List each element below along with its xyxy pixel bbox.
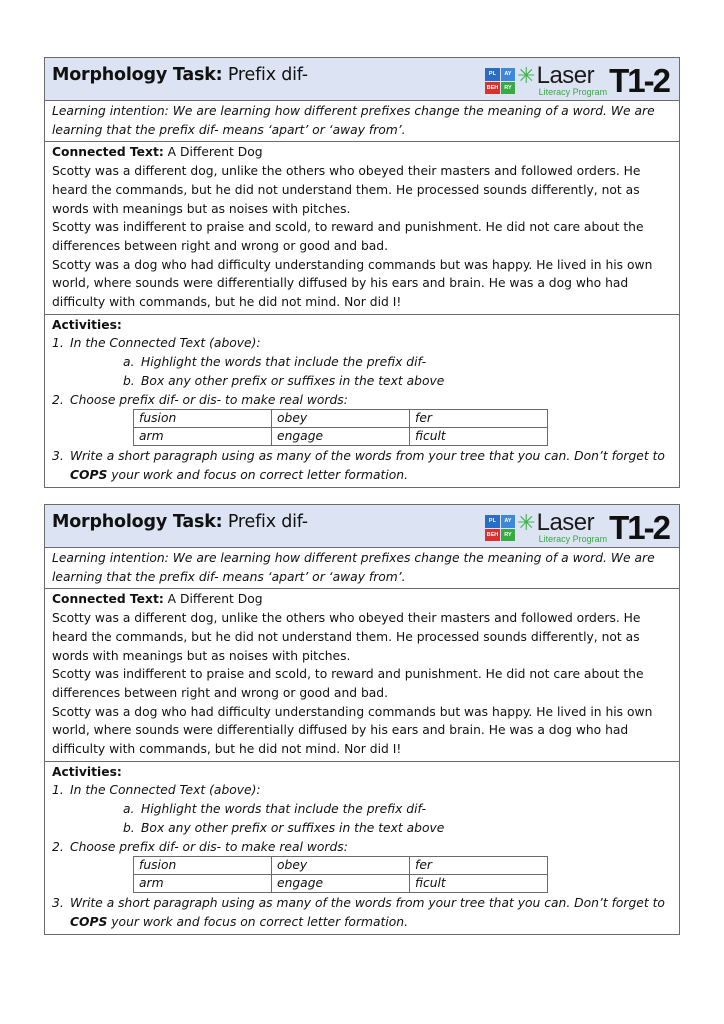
laser-burst-icon: ✳ [517, 511, 536, 536]
worksheet-card-2 [44, 504, 680, 935]
puzzle-piece: RY [501, 529, 516, 542]
subitem-letter: a. [123, 802, 135, 817]
learning-intention: Learning intention: We are learning how different prefixes change the meaning of a word. We are learning that the prefix dif- means ‘apart’ or ‘away from’. [45, 101, 679, 142]
puzzle-piece: PL [485, 515, 500, 528]
table-cell: engage [272, 428, 410, 446]
item-text [70, 894, 672, 931]
brand-name: Laser [536, 62, 595, 89]
puzzle-piece: RY [501, 82, 516, 95]
title-value: Prefix dif- [227, 65, 308, 85]
item-number: 1. [52, 336, 64, 351]
table-cell: fusion [134, 410, 272, 428]
subitem-text: Highlight the words that include the prefix dif- [141, 802, 427, 817]
connected-text-title: A Different Dog [167, 592, 263, 607]
connected-text-heading [52, 143, 672, 162]
connected-text-label: Connected Text: [52, 145, 164, 160]
table-cell: obey [272, 410, 410, 428]
worksheet-card-1 [44, 57, 680, 488]
puzzle-piece: AY [501, 515, 516, 528]
table-cell: obey [272, 857, 410, 875]
subitem-letter: a. [123, 355, 135, 370]
puzzle-piece: BEH [485, 82, 500, 95]
item-number: 3. [52, 449, 64, 464]
connected-text-section [45, 589, 679, 761]
item-text: Choose prefix dif- or dis- to make real words: [70, 839, 348, 854]
activity-item-3 [52, 894, 672, 931]
connected-text-heading [52, 590, 672, 609]
puzzle-piece: AY [501, 68, 516, 81]
subitem-letter: b. [123, 820, 135, 835]
activities-label: Activities: [52, 764, 122, 779]
paragraph: Scotty was a dog who had difficulty understanding commands but was happy. He lived in his own world, where sounds were differentially diffused by his ears and brain. He was a dog who had difficulty with commands, but he did not mind. Nor did I! [52, 257, 653, 310]
paragraph: Scotty was a different dog, unlike the others who obeyed their masters and followed orders. He heard the commands, but he did not understand them. He processed sounds differently, not as words with meanings but as noises with pitches. [52, 611, 641, 663]
item-number: 2. [52, 839, 64, 854]
item-text-before: Write a short paragraph using as many of the words from your tree that you can. Don’t forget to [70, 449, 665, 464]
word-table [133, 856, 548, 893]
laser-burst-icon: ✳ [517, 64, 536, 89]
subitem-text: Box any other prefix or suffixes in the text above [141, 820, 445, 835]
subitem-text: Highlight the words that include the prefix dif- [141, 355, 427, 370]
puzzle-icon [485, 515, 515, 541]
activity-item-1 [52, 334, 672, 353]
paragraph: Scotty was a different dog, unlike the others who obeyed their masters and followed orders. He heard the commands, but he did not understand them. He processed sounds differently, not as words with meanings but as noises with pitches. [52, 164, 641, 216]
title-label: Morphology Task: [52, 512, 223, 532]
table-row [134, 428, 548, 446]
brand-tagline: Literacy Program [538, 534, 608, 544]
subitem-letter: b. [123, 373, 135, 388]
puzzle-piece: PL [485, 68, 500, 81]
puzzle-piece: BEH [485, 529, 500, 542]
item-text: In the Connected Text (above): [70, 336, 261, 351]
activities-label: Activities: [52, 317, 122, 332]
title-value: Prefix dif- [227, 512, 308, 532]
table-cell: fusion [134, 857, 272, 875]
activity-subitem-a [52, 353, 672, 372]
connected-text-title: A Different Dog [167, 145, 263, 160]
activity-subitem-a [52, 800, 672, 819]
laser-logo [485, 63, 669, 97]
item-number: 3. [52, 896, 64, 911]
paragraph: Scotty was indifferent to praise and scold, to reward and punishment. He did not care about the differences between right and wrong or good and bad. [52, 667, 644, 700]
table-row [134, 857, 548, 875]
brand-block [536, 62, 608, 97]
brand-name: Laser [536, 509, 595, 536]
activity-item-3 [52, 447, 672, 484]
level-badge: T1-2 [609, 509, 669, 546]
table-cell: arm [134, 875, 272, 893]
item-text: Choose prefix dif- or dis- to make real words: [70, 392, 348, 407]
brand-block [536, 509, 608, 544]
table-cell: ficult [410, 428, 548, 446]
item-text-after: your work and focus on correct letter formation. [107, 467, 408, 482]
table-cell: engage [272, 875, 410, 893]
table-row [134, 875, 548, 893]
laser-logo [485, 510, 669, 544]
paragraph: Scotty was indifferent to praise and scold, to reward and punishment. He did not care about the differences between right and wrong or good and bad. [52, 220, 644, 253]
activity-item-2 [52, 838, 672, 857]
puzzle-icon [485, 68, 515, 94]
item-number: 2. [52, 392, 64, 407]
word-table [133, 409, 548, 446]
table-row [134, 410, 548, 428]
item-number: 1. [52, 783, 64, 798]
card-header [45, 58, 679, 101]
item-text-before: Write a short paragraph using as many of the words from your tree that you can. Don’t forget to [70, 896, 665, 911]
activities-section [45, 762, 679, 934]
item-text: In the Connected Text (above): [70, 783, 261, 798]
subitem-text: Box any other prefix or suffixes in the text above [141, 373, 445, 388]
learning-intention: Learning intention: We are learning how different prefixes change the meaning of a word. We are learning that the prefix dif- means ‘apart’ or ‘away from’. [45, 548, 679, 589]
activity-item-1 [52, 781, 672, 800]
page-title [52, 512, 308, 532]
table-cell: ficult [410, 875, 548, 893]
cops-emphasis: COPS [70, 914, 108, 929]
table-cell: fer [410, 410, 548, 428]
title-label: Morphology Task: [52, 65, 223, 85]
level-badge: T1-2 [609, 62, 669, 99]
page-title [52, 65, 308, 85]
table-cell: arm [134, 428, 272, 446]
item-text-after: your work and focus on correct letter formation. [107, 914, 408, 929]
card-header [45, 505, 679, 548]
connected-text-section [45, 142, 679, 314]
brand-tagline: Literacy Program [538, 87, 608, 97]
activity-item-2 [52, 391, 672, 410]
connected-text-label: Connected Text: [52, 592, 164, 607]
paragraph: Scotty was a dog who had difficulty understanding commands but was happy. He lived in his own world, where sounds were differentially diffused by his ears and brain. He was a dog who had difficulty with commands, but he did not mind. Nor did I! [52, 704, 653, 757]
item-text [70, 447, 672, 484]
table-cell: fer [410, 857, 548, 875]
activities-section [45, 315, 679, 487]
cops-emphasis: COPS [70, 467, 108, 482]
activity-subitem-b [52, 819, 672, 838]
activity-subitem-b [52, 372, 672, 391]
